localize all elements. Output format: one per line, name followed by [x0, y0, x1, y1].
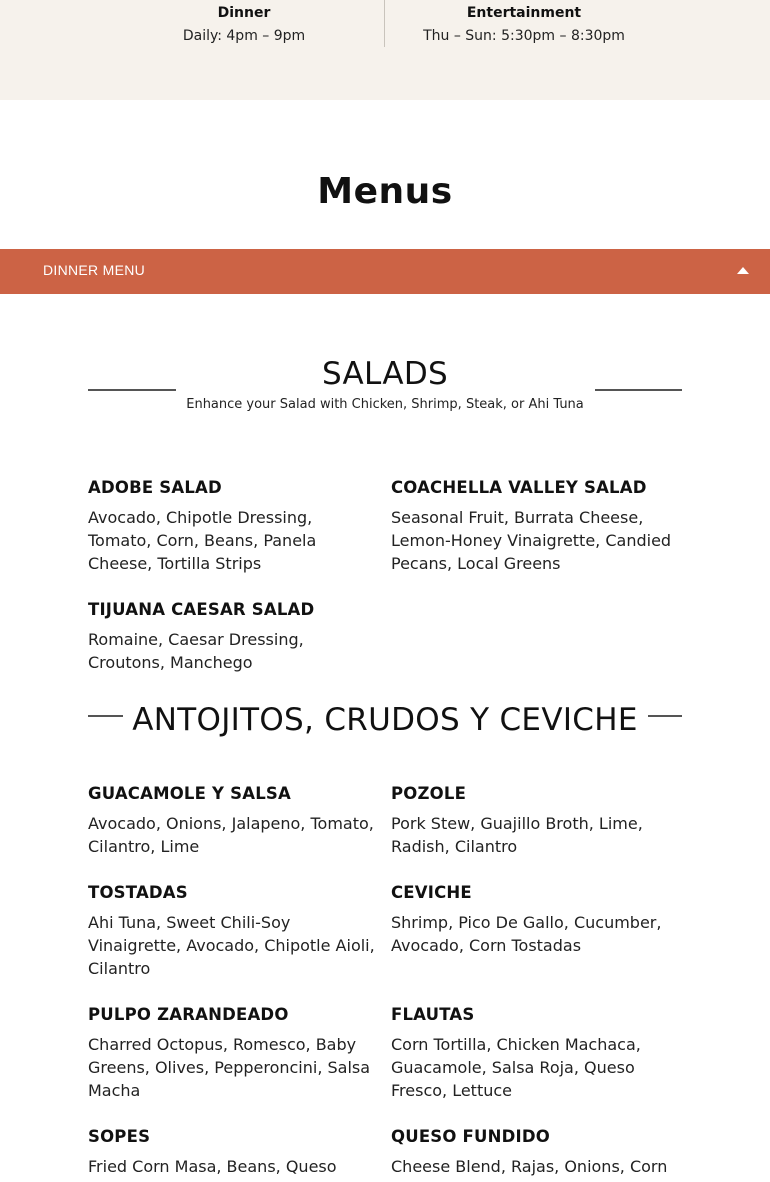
- accordion-label: DINNER MENU: [43, 262, 146, 278]
- entertainment-hours-title: Entertainment: [466, 5, 582, 21]
- antojitos-section-header: [88, 701, 682, 739]
- menu-item-description: Romaine, Caesar Dressing, Croutons, Manchego: [88, 630, 304, 672]
- menu-item-description: Fried Corn Masa, Beans, Queso: [88, 1157, 337, 1176]
- hours-divider: [384, 0, 385, 47]
- menu-item-description: Shrimp, Pico De Gallo, Cucumber, Avocado, Corn Tostadas: [391, 913, 662, 955]
- menu-item-description: Ahi Tuna, Sweet Chili-Soy Vinaigrette, Avocado, Chipotle Aioli, Cilantro: [88, 913, 375, 978]
- menu-item: [88, 1126, 380, 1178]
- section-title: SALADS: [322, 356, 448, 392]
- menu-item-description: Corn Tortilla, Chicken Machaca, Guacamole, Salsa Roja, Queso Fresco, Lettuce: [391, 1035, 641, 1100]
- menu-item: [88, 882, 380, 980]
- menu-item: [88, 1004, 380, 1102]
- menu-item-name: ADOBE SALAD: [88, 478, 222, 497]
- menu-item-name: TIJUANA CAESAR SALAD: [88, 600, 315, 619]
- page-title: Menus: [317, 171, 453, 212]
- menu-item-name: QUESO FUNDIDO: [391, 1127, 550, 1146]
- section-title: ANTOJITOS, CRUDOS Y CEVICHE: [132, 702, 638, 738]
- menu-item-description: Seasonal Fruit, Burrata Cheese, Lemon-Honey Vinaigrette, Candied Pecans, Local Greens: [391, 508, 672, 573]
- menu-item: [391, 783, 683, 858]
- menu-item-description: Cheese Blend, Rajas, Onions, Corn: [391, 1157, 668, 1176]
- hours-bar: [0, 0, 770, 100]
- dinner-hours-title: Dinner: [217, 5, 271, 21]
- section-note: Enhance your Salad with Chicken, Shrimp, Steak, or Ahi Tuna: [186, 397, 584, 412]
- menu-item-name: COACHELLA VALLEY SALAD: [391, 478, 647, 497]
- menu-item-name: PULPO ZARANDEADO: [88, 1005, 289, 1024]
- menu-item: [88, 783, 380, 858]
- menu-item-name: TOSTADAS: [88, 883, 188, 902]
- dinner-menu-accordion[interactable]: [0, 249, 770, 294]
- menu-item: [88, 599, 380, 674]
- dinner-hours-time: Daily: 4pm – 9pm: [182, 28, 306, 44]
- menu-item: [88, 477, 380, 575]
- menu-item-description: Avocado, Onions, Jalapeno, Tomato, Cilantro, Lime: [88, 814, 374, 856]
- menu-item-name: POZOLE: [391, 784, 467, 803]
- menu-item: [391, 882, 683, 957]
- menu-item-description: Avocado, Chipotle Dressing, Tomato, Corn, Beans, Panela Cheese, Tortilla Strips: [88, 508, 317, 573]
- menu-item-description: Charred Octopus, Romesco, Baby Greens, Olives, Pepperoncini, Salsa Macha: [88, 1035, 371, 1100]
- menu-item-name: FLAUTAS: [391, 1005, 475, 1024]
- entertainment-hours: [404, 4, 644, 45]
- menu-item-name: GUACAMOLE Y SALSA: [88, 784, 291, 803]
- salads-section-header: [88, 355, 682, 413]
- dinner-hours: [144, 4, 344, 45]
- menu-item: [391, 1126, 683, 1178]
- menu-item: [391, 1004, 683, 1102]
- caret-up-icon[interactable]: [737, 267, 749, 274]
- menu-item: [391, 477, 683, 575]
- menu-item-name: SOPES: [88, 1127, 151, 1146]
- entertainment-hours-time: Thu – Sun: 5:30pm – 8:30pm: [423, 28, 625, 44]
- menu-item-description: Pork Stew, Guajillo Broth, Lime, Radish, Cilantro: [391, 814, 643, 856]
- menu-item-name: CEVICHE: [391, 883, 472, 902]
